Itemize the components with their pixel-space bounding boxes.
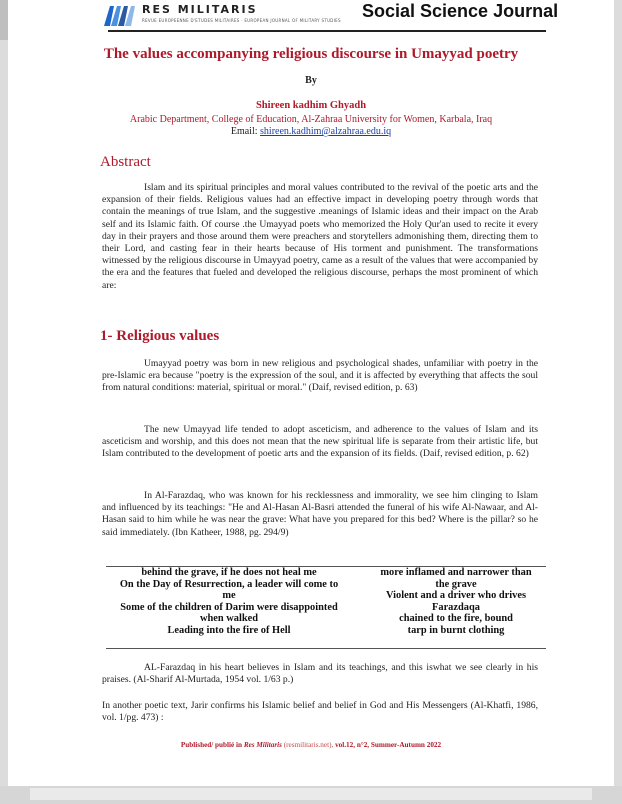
poem-verse: Some of the children of Darim were disappointed (120, 601, 338, 613)
footer-issue: vol.12, n°2, Summer-Autumn 2022 (335, 741, 442, 749)
poem-verse: On the Day of Resurrection, a leader will come to (119, 578, 339, 590)
poem-verse: tarp in burnt clothing (407, 624, 505, 636)
page-header (8, 0, 614, 32)
poem-verse: behind the grave, if he does not heal me (141, 567, 317, 578)
author-email (8, 126, 614, 137)
poem-verse: Violent and a driver who drives (386, 590, 526, 601)
email-link[interactable]: shireen.kadhim@alzahraa.edu.iq (260, 126, 392, 137)
author-name: Shireen kadhim Ghyadh (255, 100, 367, 111)
poem-verse: chained to the fire, bound (399, 613, 513, 624)
left-edge-strip (0, 0, 8, 40)
poem-left-column (100, 567, 358, 636)
article-title: The values accompanying religious discourse in Umayyad poetry (103, 46, 519, 62)
abstract-heading: Abstract (100, 154, 151, 170)
by-line: By (305, 75, 317, 86)
poem-verse: when walked (199, 613, 259, 624)
paragraph-3: In Al-Farazdaq, who was known for his recklessness and immorality, we see him clinging to Islam and influenced by its teachings: "He and Al-Hasan Al-Basri attended the funeral of his wife Al-Nawaar, and Al-Hasan said to him while he was near the grave: What have you prepared for this bed? Where is the pillar? so he said immediately. (Ibn Katheer, 1988, pg. 294/9) (102, 490, 538, 538)
poem-verse: Farazdaqa (432, 601, 480, 613)
author-affiliation: Arabic Department, College of Education, Al-Zahraa University for Women, Karbala, Iraq (129, 114, 493, 125)
header-rule (108, 30, 546, 32)
footer-link[interactable]: (resmilitaris.net), (281, 741, 336, 749)
poem-verse: the grave (435, 578, 477, 590)
poem-block (100, 567, 546, 649)
paragraph-4: AL-Farazdaq in his heart believes in Islam and its teachings, and this iswhat we see clearly in his praises. (Al-Sharif Al-Murtada, 1954 vol. 1/63 p.) (102, 662, 538, 686)
journal-name: Social Science Journal (362, 1, 559, 21)
abstract-text: Islam and its spiritual principles and moral values contributed to the revival of the poetic arts and the expansion of their fields. Religious values had an effective impact in developing poetry through words that contain the meanings of true Islam, and the suggestive .meanings of Islamic ideas and their impact on the Arab self and its Islamic faith. Of course .the Umayyad poets who memorized the Holy Qur'an used to recite it every day in their prayers and those around them were preachers and storytellers admonishing them, directing them to their Lord, and casting fear in their hearts because of His torment and punishment. The transformations witnessed by the religious discourse in Umayyad poetry, came as a result of the values that were accompanied by the era and the features that fueled and developed the religious discourse, perhaps the most prominent of which are: (102, 182, 538, 291)
paragraph-1: Umayyad poetry was born in new religious and psychological shades, unfamiliar with poetry in the pre-Islamic era because "poetry is the expression of the soul, and it is affected by everything that affects the soul from natural conditions: material, spiritual or moral." (Daif, revised edition, p. 63) (102, 358, 538, 394)
logo-tagline: REVUE EUROPEENNE D'ETUDES MILITAIRES · EUROPEAN JOURNAL OF MILITARY STUDIES (142, 18, 341, 23)
bottom-edge-strip (0, 786, 622, 804)
paragraph-2: The new Umayyad life tended to adopt asceticism, and adherence to the values of Islam and its asceticism and worship, and this does not mean that the new spiritual life is separate from their artistic life, but Islam contributed to the development of poetic arts and the expansion of its fields. (Daif, revised edition, p. 62) (102, 424, 538, 460)
res-militaris-logo-icon (102, 2, 138, 28)
poem-verse: more inflamed and narrower than (380, 567, 532, 578)
footer-journal: Res Militaris (243, 741, 282, 749)
email-label: Email: (230, 126, 261, 137)
poem-bottom-rule (106, 648, 546, 649)
footer-prefix: Published/ publié in (180, 741, 244, 749)
page-footer (8, 741, 614, 749)
logo-name: RES MILITARIS (142, 3, 258, 16)
document-page (8, 0, 614, 786)
poem-verse: Leading into the fire of Hell (167, 624, 291, 636)
section-heading-religious-values: 1- Religious values (100, 328, 220, 344)
paragraph-5: In another poetic text, Jarir confirms his Islamic belief and belief in God and His Messengers (Al-Khatfi, 1986, vol. 1/pg. 473) : (102, 700, 538, 724)
poem-verse: me (222, 590, 236, 601)
poem-right-column (364, 567, 548, 636)
